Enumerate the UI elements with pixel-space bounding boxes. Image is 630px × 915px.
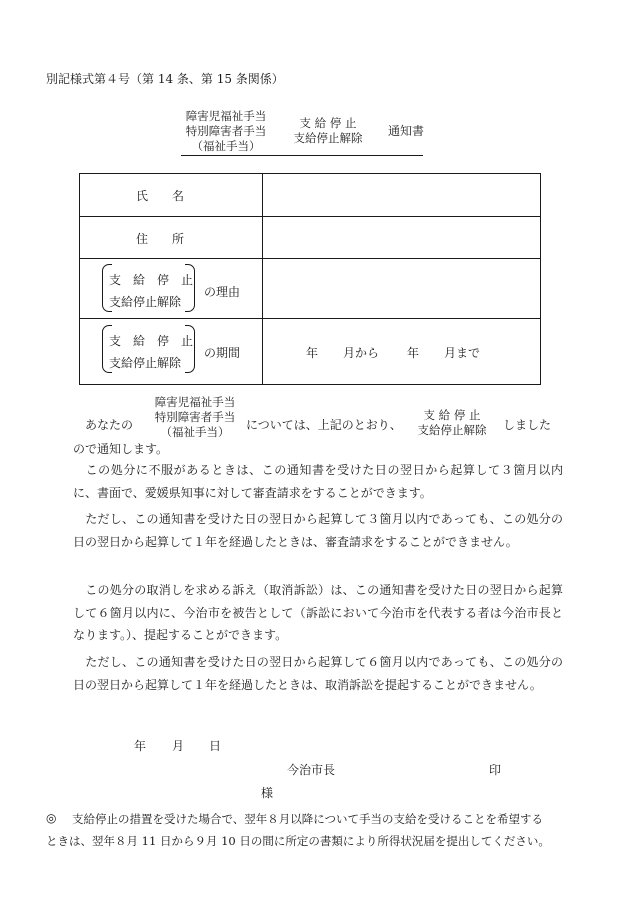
period-year-1: 年 bbox=[306, 346, 319, 360]
notice-allowance-3: （福祉手当） bbox=[160, 425, 230, 439]
title-suffix: 通知書 bbox=[388, 124, 425, 138]
table-row-divider bbox=[80, 318, 540, 319]
notice-continuation: ので通知します。 bbox=[73, 442, 169, 456]
notice-end: しました bbox=[503, 418, 552, 432]
period-bracket-line-1: 支 給 停 止 bbox=[109, 334, 194, 348]
period-bracket-line-2: 支給停止解除 bbox=[109, 356, 182, 370]
appeal-paragraph-2 bbox=[73, 508, 563, 553]
reason-bracket-line-2: 支給停止解除 bbox=[109, 295, 182, 309]
period-to: 月まで bbox=[444, 346, 481, 360]
title-allowance-3: （福祉手当） bbox=[191, 139, 261, 153]
period-from: 月から bbox=[343, 346, 380, 360]
notice-lead: あなたの bbox=[85, 418, 134, 432]
form-number: 別記様式第４号（第 14 条、第 15 条関係） bbox=[46, 72, 284, 86]
issuer-seal: 印 bbox=[489, 763, 502, 777]
row-label-period: の期間 bbox=[204, 346, 241, 360]
recipient-suffix: 様 bbox=[261, 786, 274, 800]
lawsuit-paragraph-1 bbox=[73, 579, 563, 647]
title-action-1: 支 給 停 止 bbox=[299, 116, 357, 130]
row-label-address: 住 所 bbox=[136, 232, 185, 246]
notice-action-1: 支 給 停 止 bbox=[423, 408, 481, 422]
title-allowance-2: 特別障害者手当 bbox=[185, 124, 267, 138]
table-row-divider bbox=[80, 216, 540, 217]
footnote-line-1: 支給停止の措置を受けた場合で、翌年８月以降について手当の支給を受けることを希望する bbox=[72, 812, 544, 826]
notice-allowance-2: 特別障害者手当 bbox=[154, 410, 236, 424]
issuer-name: 今治市長 bbox=[287, 763, 336, 777]
notice-action-list bbox=[406, 408, 498, 438]
reason-bracket-line-1: 支 給 停 止 bbox=[109, 273, 194, 287]
date-month: 月 bbox=[172, 739, 185, 753]
lawsuit-paragraph-2 bbox=[73, 651, 563, 696]
row-label-reason: の理由 bbox=[204, 285, 241, 299]
notice-table bbox=[79, 173, 541, 385]
notice-allowance-1: 障害児福祉手当 bbox=[154, 395, 236, 409]
appeal-paragraph-1-text: この処分に不服があるときは、この通知書を受けた日の翌日から起算して３箇月以内に、書面で、愛媛県知事に対して審査請求をすることができます。 bbox=[73, 463, 563, 500]
title-allowance-list bbox=[178, 109, 274, 154]
notice-action-2: 支給停止解除 bbox=[417, 423, 487, 437]
appeal-paragraph-1 bbox=[73, 459, 563, 504]
title-underline bbox=[181, 155, 423, 156]
table-column-divider bbox=[262, 174, 263, 384]
footnote-line-2: ときは、翌年８月 11 日から９月 10 日の間に所定の書類により所得状況届を提出してください。 bbox=[46, 834, 550, 848]
date-year: 年 bbox=[134, 739, 147, 753]
appeal-paragraph-2-text: ただし、この通知書を受けた日の翌日から起算して３箇月以内であっても、この処分の日の翌日から起算して１年を経過したときは、審査請求をすることができません。 bbox=[73, 512, 563, 549]
period-year-2: 年 bbox=[407, 346, 420, 360]
row-label-name: 氏 名 bbox=[136, 189, 185, 203]
notice-allowance-list bbox=[143, 395, 247, 440]
footnote-mark: ◎ bbox=[46, 811, 57, 825]
title-action-2: 支給停止解除 bbox=[293, 131, 363, 145]
table-row-divider bbox=[80, 258, 540, 259]
notice-middle: については、上記のとおり、 bbox=[246, 418, 402, 432]
date-day: 日 bbox=[209, 739, 222, 753]
title-allowance-1: 障害児福祉手当 bbox=[185, 109, 267, 123]
lawsuit-paragraph-1-text: この処分の取消しを求める訴え（取消訴訟）は、この通知書を受けた日の翌日から起算して６箇月以内に、今治市を被告として（訴訟において今治市を代表する者は今治市長となります。）、提起することができます。 bbox=[73, 583, 563, 642]
title-action-list bbox=[282, 116, 374, 146]
lawsuit-paragraph-2-text: ただし、この通知書を受けた日の翌日から起算して６箇月以内であっても、この処分の日の翌日から起算して１年を経過したときは、取消訴訟を提起することができません。 bbox=[73, 655, 563, 692]
